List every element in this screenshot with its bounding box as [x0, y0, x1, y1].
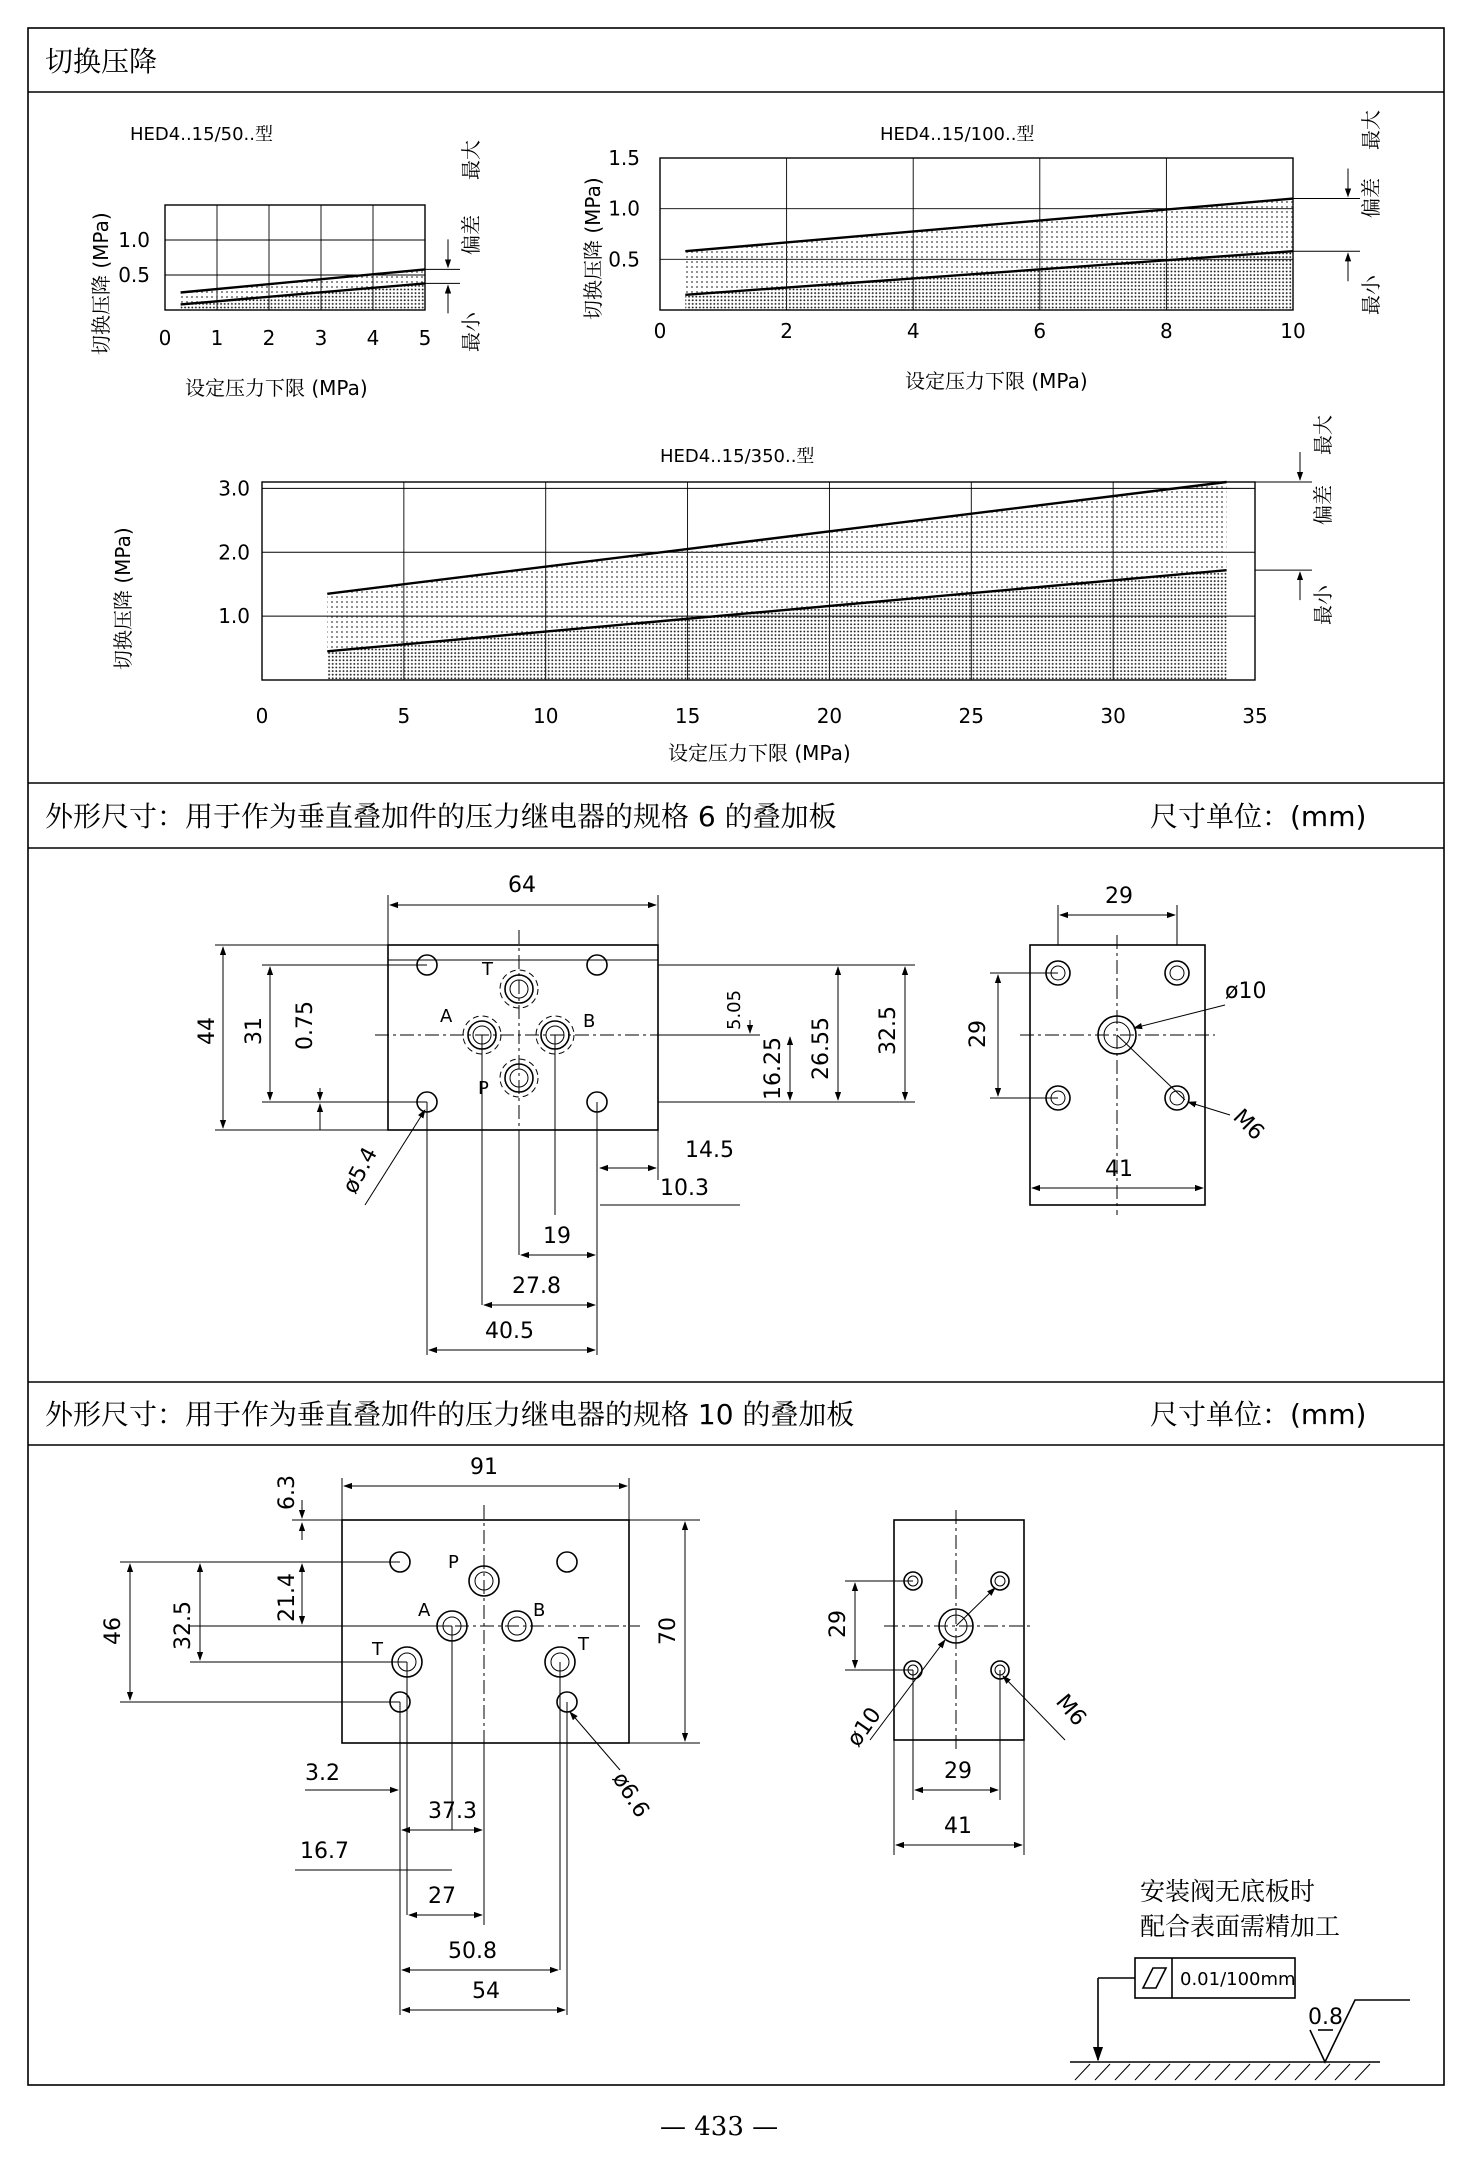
section2-title: 外形尺寸：用于作为垂直叠加件的压力继电器的规格 6 的叠加板	[45, 800, 837, 833]
x-tick-label: 10	[532, 704, 559, 728]
dim10-side-phi10: ø10	[842, 1703, 887, 1752]
x-tick-label: 35	[1242, 704, 1268, 728]
dim6-side-phi10: ø10	[1225, 979, 1267, 1004]
plate6-outline	[388, 945, 658, 1130]
dim10-32: 3.2	[305, 1761, 340, 1786]
dim6-325: 32.5	[876, 1006, 901, 1055]
port10-B-label: B	[533, 1600, 546, 1621]
chart-hed4-50	[89, 124, 483, 400]
x-tick-label: 25	[958, 704, 985, 728]
dim10-373: 37.3	[428, 1799, 477, 1824]
flatness-symbol	[1143, 1968, 1166, 1988]
x-tick-label: 30	[1100, 704, 1126, 728]
port10-P-label: P	[448, 1552, 459, 1573]
dim10-side-29v: 29	[826, 1610, 851, 1638]
x-tick-label: 4	[906, 319, 920, 343]
annotation-label: 最小	[1311, 585, 1335, 625]
port6-A-label: A	[440, 1006, 453, 1027]
dim10-214: 21.4	[275, 1573, 300, 1622]
y-tick-label: 2.0	[218, 540, 250, 565]
chart-title: HED4..15/50..型	[130, 124, 273, 145]
section3-units: 尺寸单位：(mm)	[1150, 1398, 1367, 1431]
annotation-label: 偏差	[1359, 178, 1383, 218]
annotation-label: 最大	[459, 140, 483, 180]
y-tick-label: 1.0	[218, 604, 250, 629]
dim10-508: 50.8	[448, 1939, 497, 1964]
section2-units: 尺寸单位：(mm)	[1150, 800, 1367, 833]
x-tick-label: 5	[397, 704, 411, 728]
dim6-1625: 16.25	[761, 1037, 786, 1100]
x-tick-label: 6	[1033, 319, 1047, 343]
x-tick-label: 0	[255, 704, 269, 728]
dim6-44: 44	[195, 1017, 220, 1045]
annotation-label: 最小	[459, 312, 483, 352]
x-axis-label: 设定压力下限 (MPa)	[905, 369, 1088, 393]
y-tick-label: 1.0	[608, 196, 640, 221]
dim10-325: 32.5	[171, 1601, 196, 1650]
dim10-side-29: 29	[944, 1759, 972, 1784]
note-line1: 安装阀无底板时	[1140, 1877, 1316, 1906]
x-tick-label: 2	[262, 326, 276, 350]
port10-T2-label: T	[578, 1634, 589, 1655]
dim6-103: 10.3	[660, 1176, 709, 1201]
dim6-19: 19	[543, 1224, 571, 1249]
page-frame	[28, 28, 1444, 2085]
section3-title: 外形尺寸：用于作为垂直叠加件的压力继电器的规格 10 的叠加板	[45, 1398, 855, 1431]
annotation-label: 偏差	[459, 215, 483, 255]
port10-T1-label: T	[372, 1639, 383, 1660]
x-tick-label: 8	[1160, 319, 1173, 343]
x-axis-label: 设定压力下限 (MPa)	[668, 741, 851, 765]
x-tick-label: 0	[158, 326, 172, 350]
x-tick-label: 0	[653, 319, 667, 343]
dim6-405: 40.5	[485, 1319, 534, 1344]
roughness-value: 0.8	[1308, 2005, 1343, 2030]
plate10-outline	[342, 1520, 629, 1743]
y-axis-label: 切换压降 (MPa)	[581, 177, 605, 320]
dim10-54: 54	[472, 1979, 500, 2004]
dim6-side-29v: 29	[966, 1020, 991, 1048]
x-tick-label: 3	[314, 326, 328, 350]
y-tick-label: 1.0	[118, 228, 150, 252]
dim6-2655: 26.55	[809, 1017, 834, 1080]
port6-T-label: T	[482, 959, 493, 980]
plate6-hole-tr	[587, 955, 607, 975]
dim10-63: 6.3	[275, 1475, 300, 1510]
annotation-label: 最大	[1311, 415, 1335, 455]
y-tick-label: 1.5	[608, 146, 640, 170]
dim6-side-41: 41	[1105, 1157, 1133, 1182]
y-axis-label: 切换压降 (MPa)	[89, 212, 113, 355]
x-tick-label: 1	[210, 326, 224, 350]
drawing-size6	[195, 873, 1269, 1355]
annotation-label: 偏差	[1311, 485, 1335, 525]
page-number: — 433 —	[660, 2112, 779, 2142]
dim10-91: 91	[470, 1455, 498, 1480]
dim6-31: 31	[242, 1017, 267, 1045]
dim6-278: 27.8	[512, 1274, 561, 1299]
note-line2: 配合表面需精加工	[1140, 1912, 1341, 1941]
dim6-075: 0.75	[293, 1001, 318, 1050]
port6-B-label: B	[583, 1011, 596, 1032]
dim6-64: 64	[508, 873, 536, 898]
annotation-label: 最大	[1359, 110, 1383, 150]
dim6-side-m6: M6	[1227, 1104, 1269, 1146]
y-tick-label: 0.5	[608, 247, 640, 272]
x-tick-label: 5	[418, 326, 432, 350]
dim10-27: 27	[428, 1884, 456, 1909]
section1-title: 切换压降	[45, 45, 158, 78]
y-tick-label: 3.0	[218, 476, 250, 501]
plate10-hole-tr	[557, 1552, 577, 1572]
dim10-46: 46	[101, 1617, 126, 1645]
x-tick-label: 10	[1280, 319, 1306, 343]
chart-title: HED4..15/350..型	[660, 446, 815, 467]
drawing-size10	[101, 1455, 1091, 2015]
y-axis-label: 切换压降 (MPa)	[111, 527, 135, 670]
dim10-phi66: ø6.6	[606, 1767, 654, 1823]
chart-hed4-100	[581, 110, 1383, 393]
dim6-145: 14.5	[685, 1138, 734, 1163]
chart-title: HED4..15/100..型	[880, 124, 1035, 145]
x-axis-label: 设定压力下限 (MPa)	[185, 376, 368, 400]
port6-P-label: P	[478, 1078, 489, 1099]
dim10-70: 70	[656, 1617, 681, 1645]
surface-note	[1070, 1877, 1410, 2080]
dim6-505: 5.05	[724, 989, 745, 1030]
dim10-side-41: 41	[944, 1814, 972, 1839]
chart-hed4-350	[111, 415, 1335, 765]
port10-A-label: A	[418, 1600, 431, 1621]
dim6-phi54: ø5.4	[338, 1143, 384, 1198]
x-tick-label: 15	[674, 704, 701, 728]
flatness-value: 0.01/100mm	[1180, 1969, 1296, 1990]
y-tick-label: 0.5	[118, 263, 150, 287]
x-tick-label: 2	[780, 319, 793, 343]
dim10-167: 16.7	[300, 1839, 349, 1864]
dim10-side-m6: M6	[1050, 1689, 1091, 1732]
x-tick-label: 4	[366, 326, 380, 350]
annotation-label: 最小	[1359, 275, 1383, 315]
dim6-side-29: 29	[1105, 884, 1133, 909]
x-tick-label: 20	[816, 704, 843, 728]
